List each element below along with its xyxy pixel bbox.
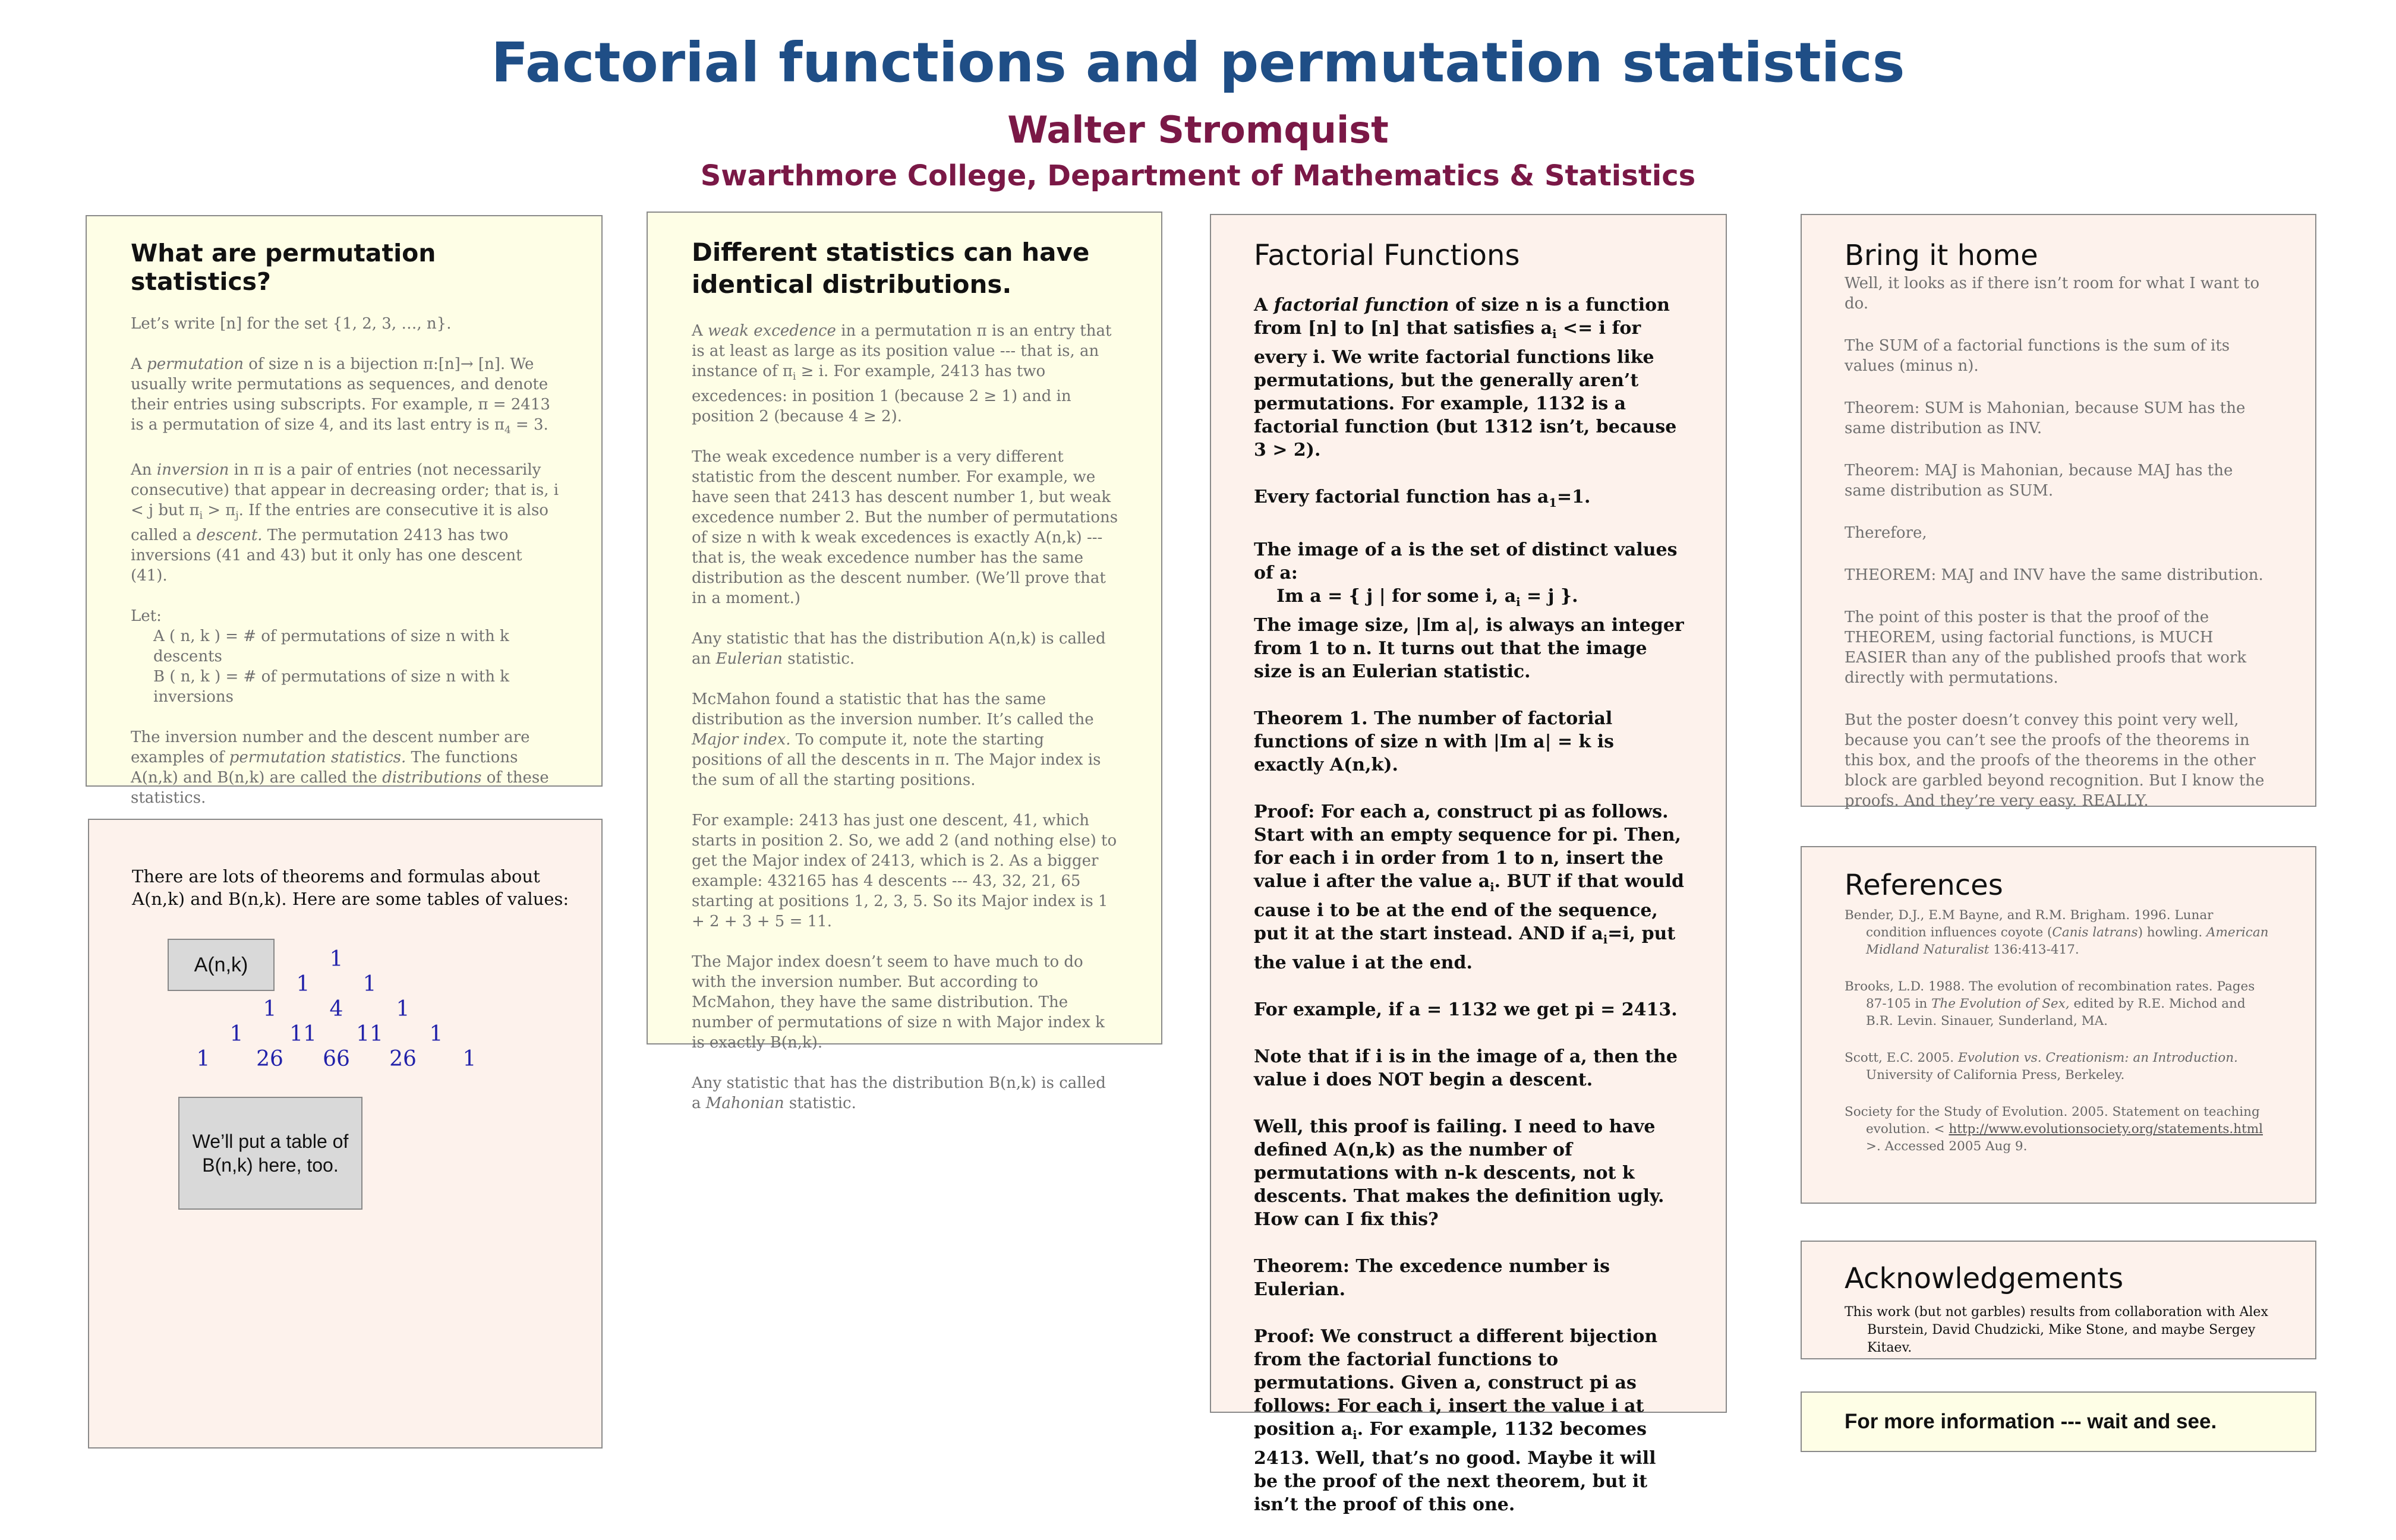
paragraph: THEOREM: MAJ and INV have the same distribution. xyxy=(1845,566,2263,584)
triangle-value: 1 xyxy=(429,1022,443,1046)
paragraph: The point of this poster is that the proof of the THEOREM, using factorial functions, is MUCH EASIER than any of the published proofs that work directly with permutations. xyxy=(1845,608,2247,687)
triangle-value: 1 xyxy=(196,1047,210,1071)
triangle-value: 4 xyxy=(329,997,343,1021)
panel-heading: Factorial Functions xyxy=(1254,239,1520,272)
factorial-body: A factorial function of size n is a function from [n] to [n] that satisfies $a_i <= i$ for every i. We write factorial functions like permutations, but the generally aren’t permutations. For example, 1132 is a factorial function (but 1312 isn’t, because 3 > 2). Every factorial function has $a_1=1$. The image of a is the set of distinct values of a: Im a = { j | for some i, $a_i = j$ }. The image size, |Im a|, is always an integer from 1 to n. It turns out that the image size is an Eulerian statistic. Theorem 1. The number of factorial functions of size n with |Im a| = k is exactly A(n,k). Proof: For each a, construct pi as follows. Start with an empty sequence for pi. Then, for each i in order from 1 to n, insert the value i after the value $a_i$. BUT if that would cause i to be at the end of the sequence, put it at the start instead. AND if $a_i=i$, put the value i at the end. For example, if a = 1132 we get pi = 2413. Note that if i is in the image of a, then the value i does NOT begin a descent. Well, this proof is failing. I need to have defined A(n,k) as the number of permutations with n-k descents, not k descents. That makes the definition ugly. How can I fix this? Theorem: The excedence number is Eulerian. Proof: We construct a different bijection from the factorial functions to permutations. Given a, construct pi as follows: For each i, insert the value i at position $a_i$. For example, 1132 becomes 2413. Well, that’s no good. Maybe it will be the proof of the next theorem, but it isn’t the proof of this one. xyxy=(1254,295,1685,1515)
bring-it-home-body xyxy=(1845,273,2275,811)
triangle-value: 1 xyxy=(296,972,310,996)
paragraph: Theorem: MAJ is Mahonian, because MAJ has the same distribution as SUM. xyxy=(1845,462,2233,500)
panel-heading: What are permutation statistics? xyxy=(131,239,436,296)
paragraph: Theorem: SUM is Mahonian, because SUM has the same distribution as INV. xyxy=(1845,399,2246,437)
paragraph: For example: 2413 has just one descent, 41, which starts in position 2. So, we add 2 (and nothing else) to get the Major index of 2413, which is 2. As a bigger example: 432165 has 4 descents --- 43, 32, 21, 65 starting at positions 1, 2, 3, 5. So its Major index is 1 + 2 + 3 + 5 = 11. xyxy=(692,812,1117,931)
paragraph: An inversion in π is a pair of entries (not necessarily consecutive) that appear in decreasing order; that is, i < j but $\pi_i > \pi_j$. If the entries are consecutive it is also called a descent. The permutation 2413 has two inversions (41 and 43) but it only has one descent (41). xyxy=(131,461,559,585)
panel-heading: Different statistics can have identical distributions. xyxy=(692,238,1090,299)
triangle-value: 26 xyxy=(389,1047,417,1071)
panel-permutation-statistics xyxy=(86,215,603,807)
table-b-placeholder: We’ll put a table of B(n,k) here, too. xyxy=(178,1097,362,1210)
panel-identical-distributions xyxy=(647,212,1162,1113)
reference-list xyxy=(1845,907,2275,1155)
paragraph: The SUM of a factorial functions is the sum of its values (minus n). xyxy=(1845,337,2230,375)
panel-heading: References xyxy=(1845,869,2003,902)
table-label-a: A(n,k) xyxy=(168,939,275,991)
triangle-value: 26 xyxy=(256,1047,283,1071)
triangle-value: 1 xyxy=(362,972,377,996)
acknowledgements-text: This work (but not garbles) results from collaboration with Alex Burstein, David Chudzicki, Mike Stone, and maybe Sergey Kitaev. xyxy=(1845,1305,2268,1355)
paragraph: Let’s write [n] for the set {1, 2, 3, …, n}. xyxy=(131,315,452,333)
paragraph: A permutation of size n is a bijection π:[n]→ [n]. We usually write permutations as sequences, and denote their entries using subscripts. For example, π = 2413 is a permutation of size 4, and its last entry is $\pi_4 = 3$. xyxy=(131,355,550,436)
panel-heading: Acknowledgements xyxy=(1845,1262,2124,1295)
paragraph: Well, it looks as if there isn’t room for what I want to do. xyxy=(1845,274,2260,313)
poster-affiliation: Swarthmore College, Department of Mathematics & Statistics xyxy=(700,159,1696,192)
panel-acknowledgements xyxy=(1801,1241,2316,1359)
reference-item: Brooks, L.D. 1988. The evolution of recombination rates. Pages 87-105 in The Evolution of Sex, edited by R.E. Michod and B.R. Levin. Sinauer, Sunderland, MA. xyxy=(1845,979,2255,1028)
panel-heading: Bring it home xyxy=(1845,239,2038,272)
paragraph: A weak excedence in a permutation π is an entry that is at least as large as its position value --- that is, an instance of $\pi_i \ge i$. For example, 2413 has two excedences: in position 1 (because 2 ≥ 1) and in position 2 (because 4 ≥ 2). xyxy=(692,322,1112,426)
paragraph: Any statistic that has the distribution A(n,k) is called an Eulerian statistic. xyxy=(692,630,1106,668)
paragraph: McMahon found a statistic that has the same distribution as the inversion number. It’s called the Major index. To compute it, note the starting positions of all the descents in π. The Major index is the sum of all the starting positions. xyxy=(692,690,1101,790)
paragraph: The weak excedence number is a very different statistic from the descent number. For example, we have seen that 2413 has descent number 1, but weak excedence number 2. But the number of permutations of size n with k weak excedences is exactly A(n,k) --- that is, the weak excedence number has the same distribution as the descent number. (We’ll prove that in a moment.) xyxy=(692,448,1118,608)
triangle-value: 1 xyxy=(329,947,343,971)
paragraph: The Major index doesn’t seem to have much to do with the inversion number. But according to McMahon, they have the same distribution. The number of permutations of size n with Major index k is exactly B(n,k). xyxy=(692,953,1105,1052)
reference-item: Scott, E.C. 2005. Evolution vs. Creationism: an Introduction. University of California Press, Berkeley. xyxy=(1845,1050,2238,1083)
evolution-society-link[interactable]: http://www.evolutionsociety.org/statements.html xyxy=(1949,1122,2263,1137)
panel-tables xyxy=(88,819,603,1449)
panel-references xyxy=(1801,846,2316,1204)
triangle-value: 11 xyxy=(356,1022,383,1046)
reference-item: Bender, D.J., E.M Bayne, and R.M. Brigham. 1996. Lunar condition influences coyote (Canis latrans) howling. American Midland Naturalist 136:413-417. xyxy=(1845,908,2269,957)
paragraph: The inversion number and the descent number are examples of permutation statistics. The functions A(n,k) and B(n,k) are called the distributions of these statistics. xyxy=(131,728,549,807)
paragraph: But the poster doesn’t convey this point very well, because you can’t see the proofs of the theorems in this box, and the proofs of the theorems in the other block are garbled beyond recognition. But I know the proofs. And they’re very easy. REALLY. xyxy=(1845,711,2265,810)
paragraph: Any statistic that has the distribution B(n,k) is called a Mahonian statistic. xyxy=(692,1074,1106,1113)
triangle-value: 1 xyxy=(263,997,277,1021)
tables-intro: There are lots of theorems and formulas about A(n,k) and B(n,k). Here are some tables of values: xyxy=(132,866,569,909)
panel-more-info xyxy=(1801,1391,2316,1452)
triangle-value: 1 xyxy=(396,997,410,1021)
paragraph: Therefore, xyxy=(1845,524,1927,542)
poster-title: Factorial functions and permutation statistics xyxy=(491,31,1905,94)
triangle-value: 1 xyxy=(462,1047,477,1071)
poster-author: Walter Stromquist xyxy=(1007,108,1389,152)
triangle-value: 1 xyxy=(229,1022,244,1046)
triangle-value: 11 xyxy=(289,1022,317,1046)
definitions: Let: A ( n, k ) = # of permutations of size n with k descents B ( n, k ) = # of permutations of size n with k inversions xyxy=(131,607,510,706)
panel-bring-it-home xyxy=(1801,214,2316,810)
reference-item: Society for the Study of Evolution. 2005. Statement on teaching evolution. < http://www.evolutionsociety.org/statements.html >. Accessed 2005 Aug 9. xyxy=(1845,1104,2263,1154)
panel-factorial-functions xyxy=(1210,214,1727,1515)
more-info-text: For more information --- wait and see. xyxy=(1845,1410,2217,1433)
triangle-value: 66 xyxy=(323,1047,350,1071)
